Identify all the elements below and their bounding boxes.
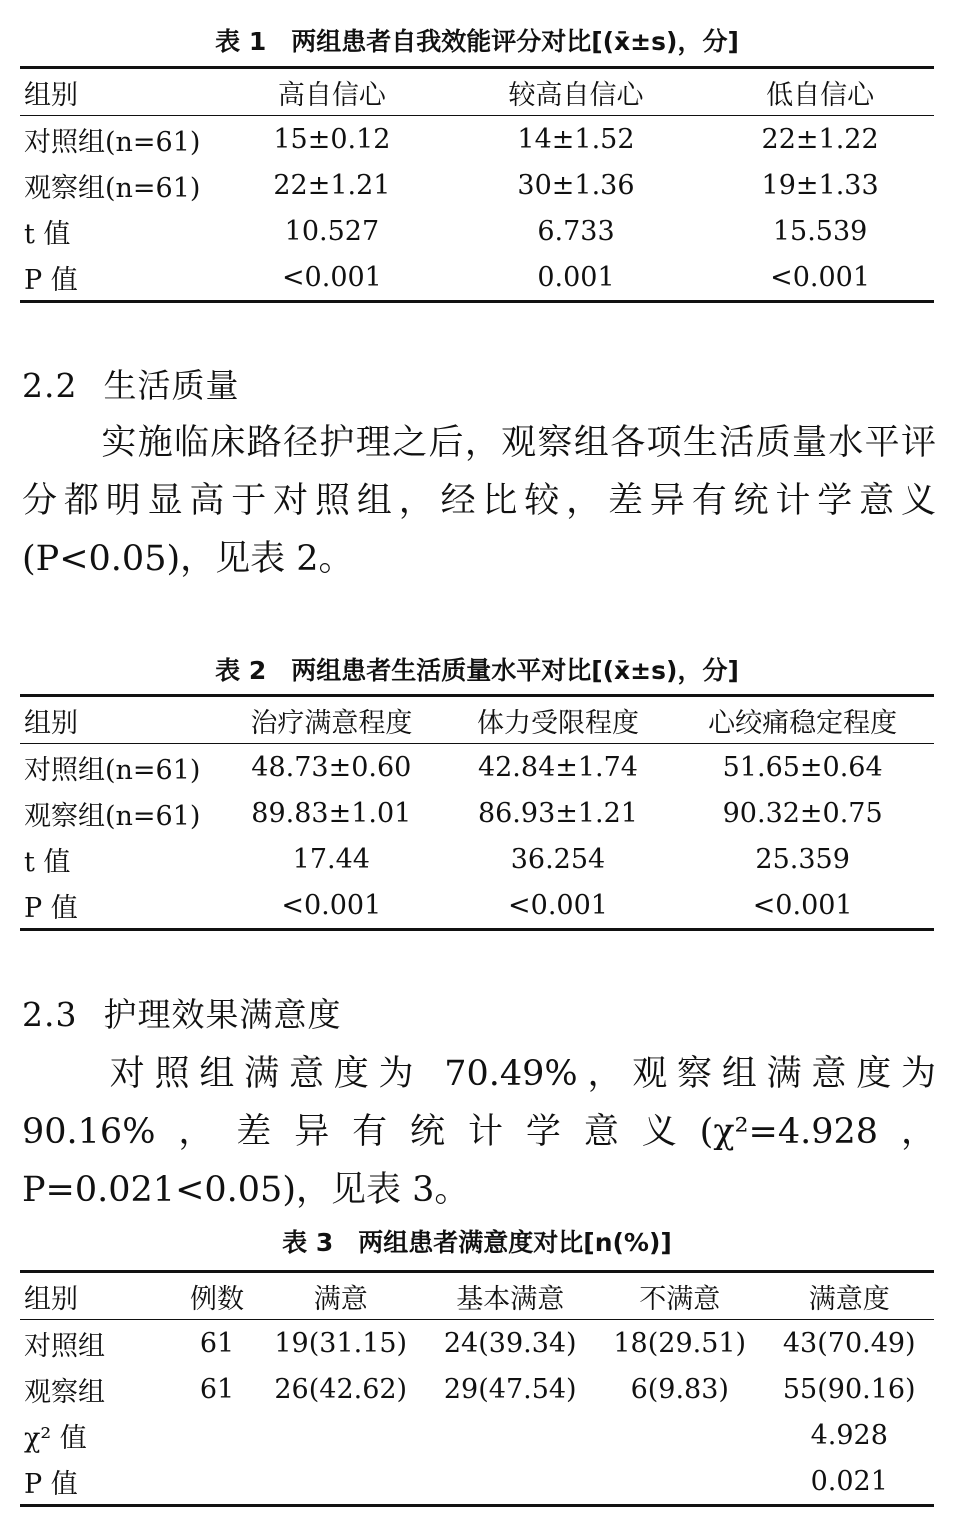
table-cell: 15±0.12 [273,123,391,155]
paragraph-text: 实施临床路径护理之后，观察组各项生活质量水平评分都明显高于对照组，经比较，差异有统计学意义(P<0.05)，见表 2。 [22,423,936,579]
column-header: 心绞痛稳定程度 [708,707,898,739]
table-cell: 17.44 [292,843,370,875]
table-row [20,208,934,254]
table-header-row [20,68,934,116]
table2 [20,694,934,931]
table-cell: 90.32±0.75 [722,797,883,829]
table-cell: 对照组(n=61) [24,754,201,786]
table-cell: 15.539 [772,215,868,247]
table-cell [256,1412,426,1458]
column-header: 满意度 [808,1283,890,1315]
section-title: 护理效果满意度 [103,995,342,1034]
table-cell: 0.001 [537,261,615,293]
table-row [20,116,934,163]
table-cell: <0.001 [281,889,382,921]
column-header: 满意 [313,1283,368,1315]
table-cell: P 值 [24,892,78,924]
table-row [20,882,934,930]
table-cell: 61 [199,1373,235,1405]
table-cell: 61 [199,1327,235,1359]
table-cell: 19(31.15) [274,1327,408,1359]
column-header: 较高自信心 [508,79,644,111]
column-header: 不满意 [639,1283,721,1315]
column-header: 高自信心 [277,79,386,111]
column-header: 例数 [190,1283,244,1315]
table-cell [178,1458,256,1506]
column-header: 组别 [24,1283,78,1315]
table-row [20,790,934,836]
table-cell: 10.527 [284,215,380,247]
table-cell: <0.001 [508,889,608,921]
table-cell: 4.928 [810,1419,888,1451]
table-cell: 22±1.21 [273,169,391,201]
table-cell: 48.73±0.60 [251,751,412,783]
table-cell: 0.021 [810,1465,888,1497]
table-cell: 6.733 [537,215,615,247]
table-row [20,162,934,208]
table-cell [595,1412,765,1458]
table-cell: t 值 [24,846,71,878]
table-cell [178,1412,256,1458]
table-cell: 89.83±1.01 [251,797,412,829]
section-heading [22,995,341,1035]
table-cell: 43(70.49) [782,1327,916,1359]
table-cell: 42.84±1.74 [477,751,638,783]
table-cell: <0.001 [752,889,853,921]
column-header: 组别 [24,707,78,739]
table-cell: P 值 [24,264,78,296]
table1-caption: 表 1 两组患者自我效能评分对比[(x̄±s)，分] [215,27,739,56]
table-cell [426,1458,596,1506]
table-cell: χ² 值 [24,1422,87,1454]
table-cell: 55(90.16) [782,1373,916,1405]
table-cell: 6(9.83) [630,1373,729,1405]
section-number: 2.3 [22,995,78,1034]
table-cell: 25.359 [755,843,850,875]
table3-caption: 表 3 两组患者满意度对比[n(%)] [282,1228,672,1257]
section-title: 生活质量 [103,366,240,405]
table-cell [595,1458,765,1506]
table-cell: 观察组(n=61) [24,172,201,204]
section-heading [22,366,239,406]
table-cell: 26(42.62) [274,1373,408,1405]
table-cell [426,1412,596,1458]
column-header: 基本满意 [456,1283,565,1315]
table-row [20,254,934,302]
table-cell: 观察组 [24,1376,105,1408]
table-row [20,1412,934,1458]
table-cell: 29(47.54) [443,1373,577,1405]
table-cell: <0.001 [281,261,382,293]
table-cell: 18(29.51) [613,1327,747,1359]
table-row [20,744,934,791]
table-cell: 对照组(n=61) [24,126,201,158]
table-cell: <0.001 [770,261,871,293]
table-header-row [20,696,934,744]
table-cell: P 值 [24,1468,78,1500]
table1 [20,66,934,303]
table-cell: t 值 [24,218,71,250]
table-header-row [20,1272,934,1320]
table-cell: 19±1.33 [761,169,879,201]
column-header: 治疗满意程度 [250,707,413,739]
table-cell: 对照组 [24,1330,105,1362]
table-cell [256,1458,426,1506]
column-header: 组别 [24,79,78,111]
table-row [20,1320,934,1367]
table-cell: 51.65±0.64 [722,751,883,783]
table-cell: 24(39.34) [443,1327,577,1359]
table-row [20,836,934,882]
table-cell: 22±1.22 [761,123,879,155]
table2-caption: 表 2 两组患者生活质量水平对比[(x̄±s)，分] [215,656,739,685]
table-cell: 86.93±1.21 [477,797,638,829]
column-header: 体力受限程度 [476,707,639,739]
table-row [20,1458,934,1506]
paragraph [22,414,936,588]
table3 [20,1270,934,1507]
table-cell: 观察组(n=61) [24,800,201,832]
table-row [20,1366,934,1412]
table-cell: 36.254 [510,843,606,875]
paragraph [22,1045,936,1219]
paragraph-text: 对照组满意度为 70.49%，观察组满意度为90.16%，差异有统计学意义(χ²=4.928，P=0.021<0.05)，见表 3。 [22,1054,936,1210]
table-cell: 14±1.52 [517,123,635,155]
table-cell: 30±1.36 [517,169,635,201]
section-number: 2.2 [22,366,78,405]
column-header: 低自信心 [766,79,875,111]
